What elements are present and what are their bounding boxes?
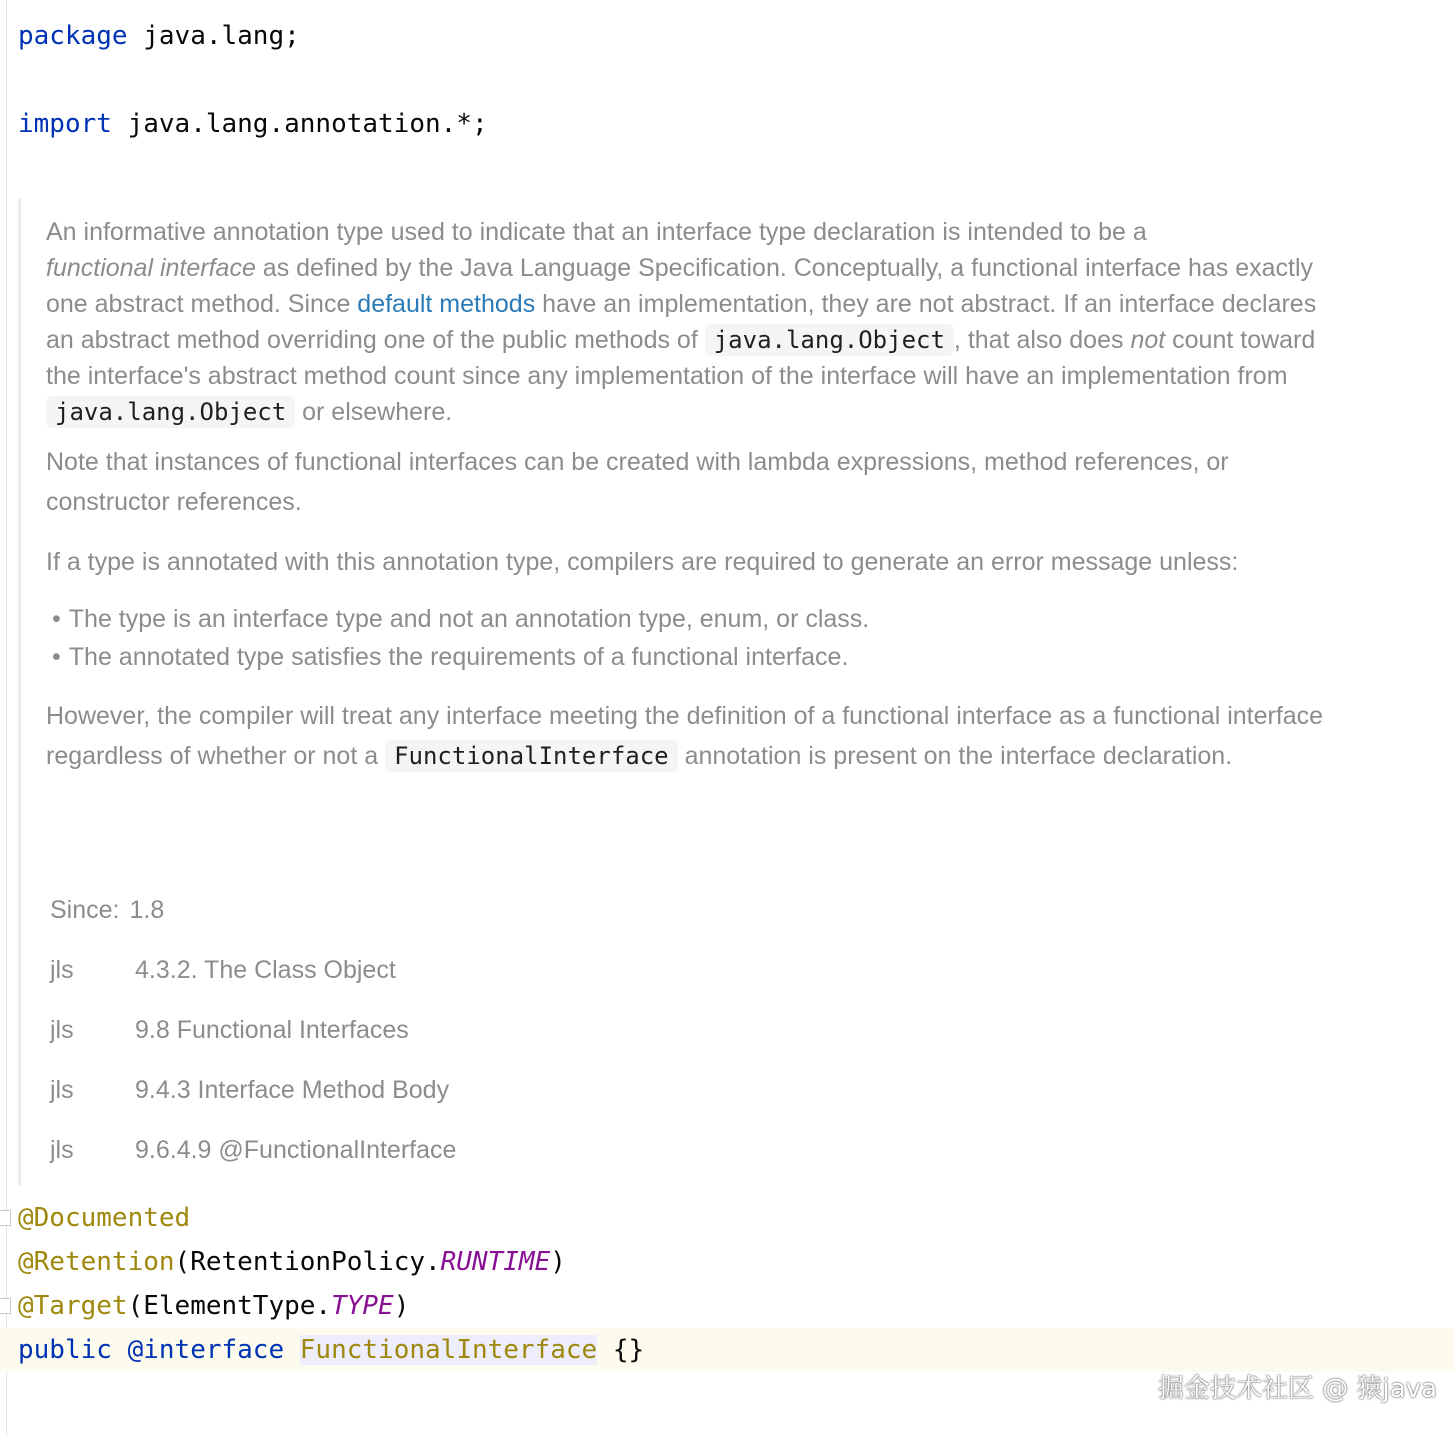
- jls-reference[interactable]: 4.3.2. The Class Object: [135, 956, 396, 984]
- import-name: java.lang.annotation.*;: [127, 109, 488, 139]
- list-item: • The annotated type satisfies the requirements of a functional interface.: [52, 643, 849, 671]
- jls-reference[interactable]: 9.8 Functional Interfaces: [135, 1016, 409, 1044]
- jls-label: jls: [50, 1136, 74, 1164]
- jls-tag: [50, 950, 396, 990]
- jls-label: jls: [50, 1016, 74, 1044]
- class-name[interactable]: FunctionalInterface: [299, 1335, 598, 1365]
- watermark: 掘金技术社区 @ 猿java: [1158, 1374, 1438, 1404]
- doc-paragraph-4: However, the compiler will treat any interface meeting the definition of a functional interface as a functional interface regardless of whether or not a FunctionalInterface annotation is present on the interface declaration.: [46, 702, 1324, 770]
- italic-not: not: [1130, 326, 1166, 354]
- doc-paragraph-2: Note that instances of functional interfaces can be created with lambda expressions, method references, or constructor references.: [46, 448, 1229, 516]
- list-item: • The type is an interface type and not an annotation type, enum, or class.: [52, 605, 870, 633]
- code-functional-interface: FunctionalInterface: [385, 740, 678, 772]
- code-java-lang-object-1: java.lang.Object: [705, 324, 954, 356]
- since-value: 1.8: [129, 896, 165, 924]
- target-annotation[interactable]: @Target(ElementType.TYPE): [18, 1291, 410, 1321]
- since-tag: [50, 890, 164, 930]
- type-constant: TYPE: [331, 1291, 394, 1321]
- doc-paragraph-3: If a type is annotated with this annotation type, compilers are required to generate an error message unless:: [46, 548, 1239, 576]
- jls-tag: [50, 1070, 449, 1110]
- retention-annotation[interactable]: @Retention(RetentionPolicy.RUNTIME): [18, 1247, 566, 1277]
- bullet-icon: •: [52, 605, 61, 633]
- package-name: java.lang;: [143, 21, 300, 51]
- since-label: Since:: [50, 896, 120, 924]
- jls-reference[interactable]: 9.6.4.9 @FunctionalInterface: [135, 1136, 457, 1164]
- runtime-constant: RUNTIME: [440, 1247, 551, 1277]
- code-java-lang-object-2: java.lang.Object: [46, 396, 295, 428]
- interface-declaration[interactable]: [18, 1334, 644, 1366]
- default-methods-link[interactable]: default methods: [357, 290, 536, 318]
- fold-start-icon[interactable]: [0, 1210, 11, 1226]
- import-statement[interactable]: [18, 108, 488, 140]
- interface-body: {}: [612, 1335, 645, 1365]
- import-keyword: import: [18, 109, 112, 139]
- public-keyword: public: [18, 1335, 112, 1365]
- documented-annotation[interactable]: @Documented: [18, 1203, 191, 1233]
- italic-functional-interface: functional interface: [46, 254, 256, 282]
- package-declaration[interactable]: [18, 20, 300, 52]
- jls-tag: [50, 1130, 456, 1170]
- doc-paragraph-1: An informative annotation type used to indicate that an interface type declaration is intended to be a functional interface as defined by the Java Language Specification. Conceptually, a functional interface has exactly one abstract method. Since default methods have an implementation, they are not abstract. If an interface declares an abstract method overriding one of the public methods of java.lang.Object , that also does not count toward the interface's abstract method count since any implementation of the interface will have an implementation from java.lang.Object or elsewhere.: [46, 218, 1317, 426]
- bullet-icon: •: [52, 643, 61, 671]
- package-keyword: package: [18, 21, 128, 51]
- interface-keyword: @interface: [127, 1335, 285, 1365]
- requirements-list: [52, 600, 1336, 676]
- jls-reference[interactable]: 9.4.3 Interface Method Body: [135, 1076, 450, 1104]
- jls-tag: [50, 1010, 409, 1050]
- javadoc-content: [46, 214, 1336, 776]
- jls-label: jls: [50, 1076, 74, 1104]
- jls-label: jls: [50, 956, 74, 984]
- fold-end-icon[interactable]: [0, 1298, 11, 1314]
